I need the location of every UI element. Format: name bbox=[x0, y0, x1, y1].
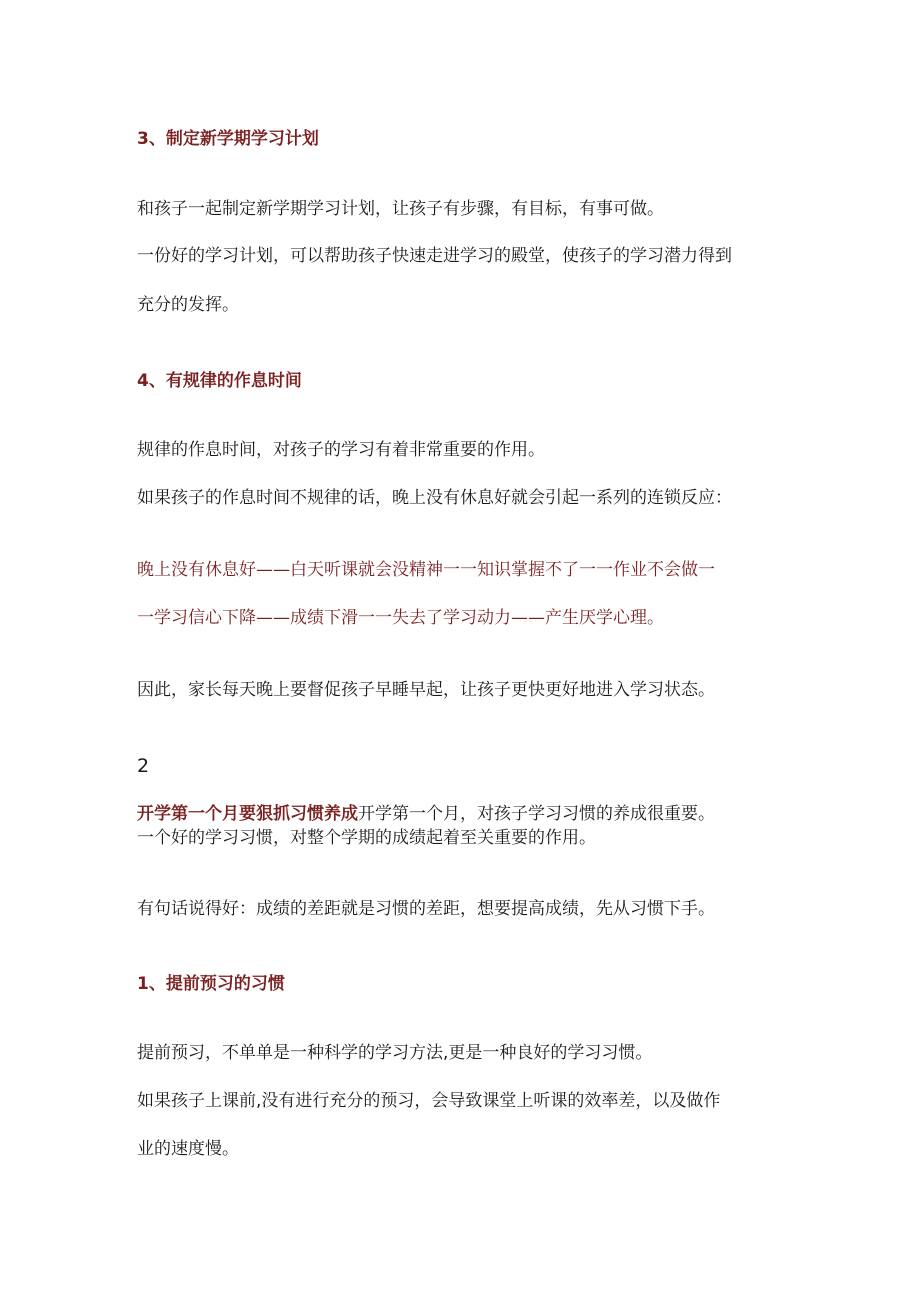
section-heading-4: 4、有规律的作息时间 bbox=[137, 371, 302, 391]
paragraph: 一个好的学习习惯，对整个学期的成绩起着至关重要的作用。 bbox=[137, 828, 596, 848]
part-title: 开学第一个月要狠抓习惯养成 bbox=[137, 804, 358, 824]
paragraph: 一份好的学习计划，可以帮助孩子快速走进学习的殿堂，使孩子的学习潜力得到 bbox=[137, 246, 732, 266]
paragraph: 如果孩子的作息时间不规律的话，晚上没有休息好就会引起一系列的连锁反应： bbox=[137, 488, 732, 508]
paragraph: 如果孩子上课前,没有进行充分的预习，会导致课堂上听课的效率差，以及做作 bbox=[137, 1091, 721, 1111]
paragraph: 有句话说得好：成绩的差距就是习惯的差距，想要提高成绩，先从习惯下手。 bbox=[137, 899, 715, 919]
paragraph: 业的速度慢。 bbox=[137, 1139, 239, 1159]
habit-heading-1: 1、提前预习的习惯 bbox=[137, 974, 285, 994]
part-lead-paragraph bbox=[137, 803, 715, 825]
paragraph: 提前预习，不单单是一种科学的学习方法,更是一种良好的学习习惯。 bbox=[137, 1043, 653, 1063]
paragraph: 充分的发挥。 bbox=[137, 295, 239, 315]
paragraph: 规律的作息时间，对孩子的学习有着非常重要的作用。 bbox=[137, 440, 545, 460]
chain-reaction-line: 晚上没有休息好——白天听课就会没精神一一知识掌握不了一一作业不会做一 bbox=[137, 560, 715, 580]
paragraph: 和孩子一起制定新学期学习计划，让孩子有步骤，有目标，有事可做。 bbox=[137, 199, 664, 219]
paragraph: 因此，家长每天晚上要督促孩子早睡早起，让孩子更快更好地进入学习状态。 bbox=[137, 680, 715, 700]
part-lead-text: 开学第一个月，对孩子学习习惯的养成很重要。 bbox=[358, 804, 715, 824]
section-heading-3: 3、制定新学期学习计划 bbox=[137, 129, 319, 149]
part-number: 2 bbox=[137, 755, 150, 777]
chain-reaction-line: 一学习信心下降——成绩下滑一一失去了学习动力——产生厌学心理。 bbox=[137, 608, 664, 628]
